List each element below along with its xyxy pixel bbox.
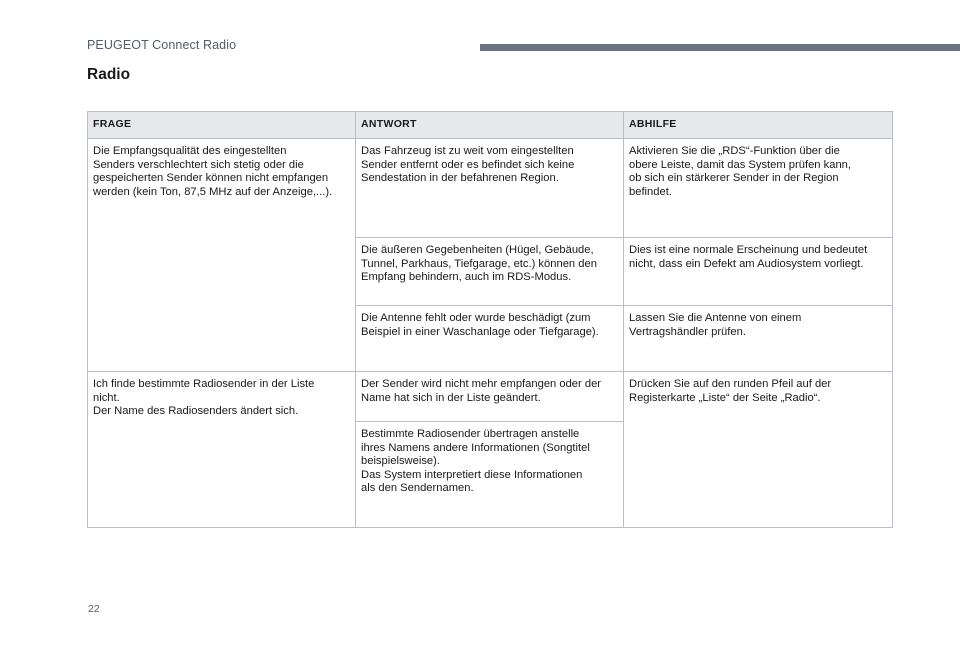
antwort-text: Die äußeren Gegebenheiten (Hügel, Gebäude, Tunnel, Parkhaus, Tiefgarage, etc.) können den Empfang behindern, auch im RDS-Modus. <box>361 244 597 284</box>
frage-text: Die Empfangsqualität des eingestellten Senders verschlechtert sich stetig oder die gespeicherten Sender können nicht empfangen werden (kein Ton, 87,5 MHz auf der Anzeige,...). <box>93 145 333 198</box>
antwort-text: Die Antenne fehlt oder wurde beschädigt (zum Beispiel in einer Waschanlage oder Tiefgarage). <box>361 312 599 338</box>
antwort-text: Der Sender wird nicht mehr empfangen oder der Name hat sich in der Liste geändert. <box>361 378 602 404</box>
section-title: Radio <box>87 66 131 83</box>
column-header-abhilfe: ABHILFE <box>624 112 893 139</box>
abhilfe-cell <box>624 306 893 372</box>
abhilfe-text: Dies ist eine normale Erscheinung und bedeutet nicht, dass ein Defekt am Audiosystem vorliegt. <box>629 244 868 270</box>
abhilfe-text: Lassen Sie die Antenne von einem Vertragshändler prüfen. <box>629 312 802 338</box>
frage-cell <box>88 372 356 528</box>
antwort-text: Das Fahrzeug ist zu weit vom eingestellten Sender entfernt oder es befindet sich keine Sendestation in der befahrenen Region. <box>361 145 575 185</box>
frage-cell <box>88 139 356 372</box>
table-row <box>88 139 893 238</box>
brand-header: PEUGEOT Connect Radio <box>87 38 237 52</box>
header-accent-bar <box>480 44 960 51</box>
abhilfe-cell <box>624 372 893 528</box>
abhilfe-text: Drücken Sie auf den runden Pfeil auf der Registerkarte „Liste“ der Seite „Radio“. <box>629 378 832 404</box>
abhilfe-text: Aktivieren Sie die „RDS“-Funktion über die obere Leiste, damit das System prüfen kann, ob sich ein stärkerer Sender in der Region befindet. <box>629 145 852 198</box>
antwort-cell <box>356 139 624 238</box>
column-header-frage: FRAGE <box>88 112 356 139</box>
page-number: 22 <box>88 603 100 615</box>
antwort-cell <box>356 238 624 306</box>
abhilfe-cell <box>624 139 893 238</box>
troubleshooting-table <box>87 111 893 528</box>
frage-text: Ich finde bestimmte Radiosender in der Liste nicht. Der Name des Radiosenders ändert sich. <box>93 378 315 418</box>
column-header-antwort: ANTWORT <box>356 112 624 139</box>
table-header-row <box>88 112 893 139</box>
table-row <box>88 372 893 422</box>
antwort-text: Bestimmte Radiosender übertragen anstelle ihres Namens andere Informationen (Songtitel beispielsweise). Das System interpretiert diese Informationen als den Sendernamen. <box>361 428 590 495</box>
antwort-cell <box>356 306 624 372</box>
antwort-cell <box>356 422 624 528</box>
abhilfe-cell <box>624 238 893 306</box>
antwort-cell <box>356 372 624 422</box>
